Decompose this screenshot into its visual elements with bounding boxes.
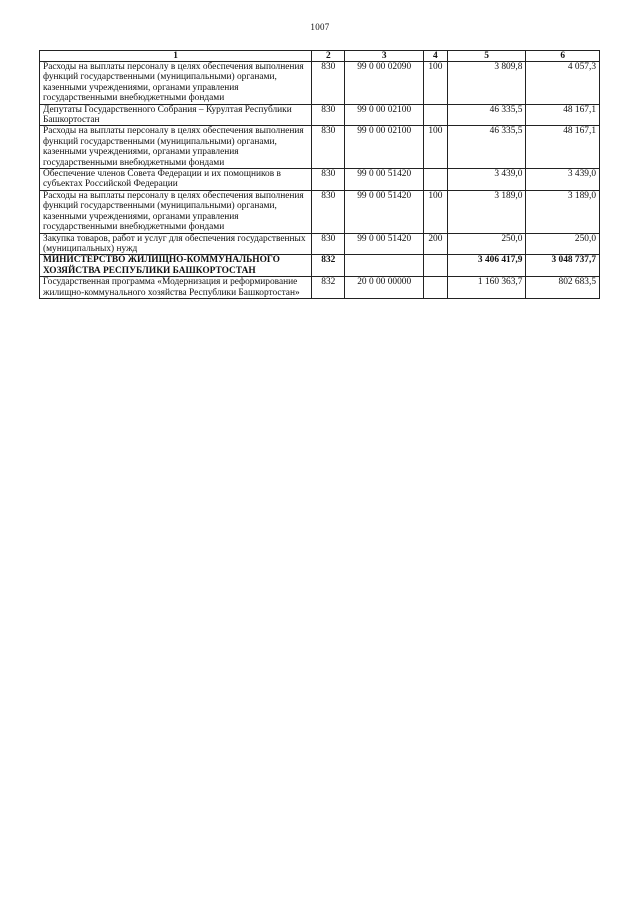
table-header-row — [40, 51, 600, 62]
cell-code: 830 — [312, 233, 345, 255]
cell-csr: 99 0 00 02090 — [345, 62, 424, 105]
header-col-4: 4 — [424, 51, 448, 62]
cell-y1: 46 335,5 — [447, 104, 526, 126]
table-row — [40, 126, 600, 169]
cell-code: 830 — [312, 62, 345, 105]
cell-vr — [424, 277, 448, 299]
cell-name: Расходы на выплаты персоналу в целях обеспечения выполнения функций государственными (муниципальными) органами, казенными учреждениями, органами управления государственными внебюджетными фондами — [40, 62, 312, 105]
cell-vr: 100 — [424, 126, 448, 169]
cell-y2: 4 057,3 — [526, 62, 600, 105]
page-number: 1007 — [310, 22, 330, 32]
cell-y2: 3 439,0 — [526, 169, 600, 191]
cell-vr: 100 — [424, 190, 448, 233]
cell-y1: 1 160 363,7 — [447, 277, 526, 299]
cell-code: 830 — [312, 169, 345, 191]
budget-table — [39, 50, 600, 299]
table-row — [40, 277, 600, 299]
cell-y2: 3 048 737,7 — [526, 255, 600, 277]
cell-vr — [424, 104, 448, 126]
cell-y2: 802 683,5 — [526, 277, 600, 299]
table-row — [40, 169, 600, 191]
cell-y2: 48 167,1 — [526, 104, 600, 126]
cell-vr: 200 — [424, 233, 448, 255]
cell-y1: 3 809,8 — [447, 62, 526, 105]
cell-code: 832 — [312, 255, 345, 277]
cell-y2: 250,0 — [526, 233, 600, 255]
cell-vr — [424, 255, 448, 277]
cell-y1: 3 406 417,9 — [447, 255, 526, 277]
header-col-6: 6 — [526, 51, 600, 62]
cell-csr: 99 0 00 02100 — [345, 104, 424, 126]
cell-csr: 99 0 00 51420 — [345, 169, 424, 191]
header-col-2: 2 — [312, 51, 345, 62]
cell-code: 830 — [312, 126, 345, 169]
cell-name: Расходы на выплаты персоналу в целях обеспечения выполнения функций государственными (муниципальными) органами, казенными учреждениями, органами управления государственными внебюджетными фондами — [40, 190, 312, 233]
cell-csr: 99 0 00 02100 — [345, 126, 424, 169]
header-col-3: 3 — [345, 51, 424, 62]
cell-csr: 20 0 00 00000 — [345, 277, 424, 299]
cell-name: Обеспечение членов Совета Федерации и их помощников в субъектах Российской Федерации — [40, 169, 312, 191]
cell-name: Закупка товаров, работ и услуг для обеспечения государственных (муниципальных) нужд — [40, 233, 312, 255]
header-col-1: 1 — [40, 51, 312, 62]
table-body — [40, 62, 600, 299]
cell-y1: 46 335,5 — [447, 126, 526, 169]
cell-vr: 100 — [424, 62, 448, 105]
cell-csr: 99 0 00 51420 — [345, 233, 424, 255]
cell-name: МИНИСТЕРСТВО ЖИЛИЩНО-КОММУНАЛЬНОГО ХОЗЯЙСТВА РЕСПУБЛИКИ БАШКОРТОСТАН — [40, 255, 312, 277]
table-row — [40, 104, 600, 126]
table-row — [40, 233, 600, 255]
table-row — [40, 190, 600, 233]
table-row — [40, 62, 600, 105]
cell-csr — [345, 255, 424, 277]
cell-code: 830 — [312, 190, 345, 233]
cell-name: Расходы на выплаты персоналу в целях обеспечения выполнения функций государственными (муниципальными) органами, казенными учреждениями, органами управления государственными внебюджетными фондами — [40, 126, 312, 169]
cell-code: 830 — [312, 104, 345, 126]
header-col-5: 5 — [447, 51, 526, 62]
cell-y1: 3 189,0 — [447, 190, 526, 233]
table-row — [40, 255, 600, 277]
cell-csr: 99 0 00 51420 — [345, 190, 424, 233]
cell-y1: 3 439,0 — [447, 169, 526, 191]
cell-y1: 250,0 — [447, 233, 526, 255]
cell-name: Депутаты Государственного Собрания – Курултая Республики Башкортостан — [40, 104, 312, 126]
cell-vr — [424, 169, 448, 191]
cell-y2: 3 189,0 — [526, 190, 600, 233]
cell-y2: 48 167,1 — [526, 126, 600, 169]
cell-name: Государственная программа «Модернизация и реформирование жилищно-коммунального хозяйства Республики Башкортостан» — [40, 277, 312, 299]
cell-code: 832 — [312, 277, 345, 299]
